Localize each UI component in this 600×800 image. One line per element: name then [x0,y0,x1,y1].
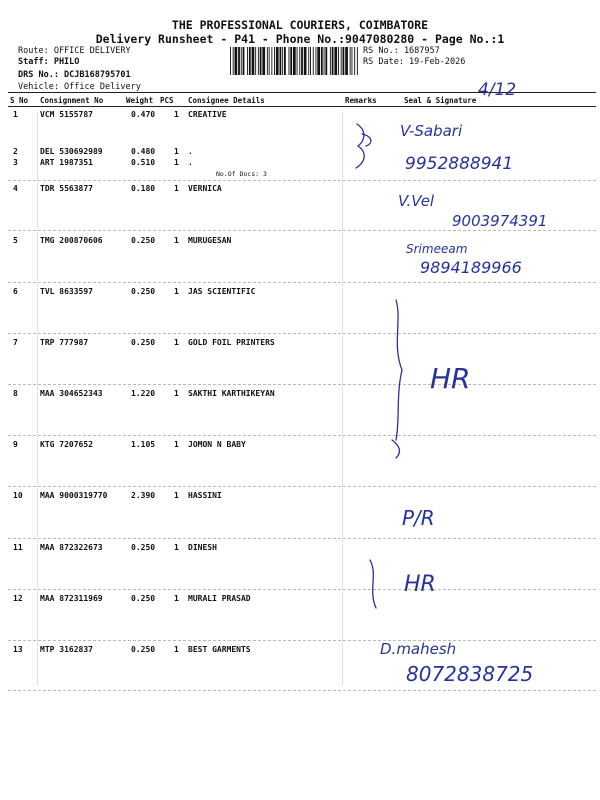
row-9-consignment: KTG 7207652 [40,440,93,449]
row-12-weight: 0.250 [131,594,156,603]
row-4-pcs: 1 [174,184,179,193]
row-6-sno: 6 [13,287,18,296]
row-1-consignment: VCM 5155787 [40,110,93,119]
row-10-consignee: HASSINI [188,491,222,500]
row-7-sno: 7 [13,338,18,347]
handwritten-pr: P/R [402,506,435,530]
row-6-consignment: TVL 8633597 [40,287,93,296]
company-title: THE PROFESSIONAL COURIERS, COIMBATORE [171,18,429,32]
row-4-sno: 4 [13,184,18,193]
row-5-consignee: MURUGESAN [188,236,232,245]
handwritten-phone-1: 9952888941 [405,154,514,174]
brace-stroke-5 [370,560,376,608]
row-9-pcs: 1 [174,440,179,449]
row-3-consignee: . [188,158,193,167]
row-5-consignment: TMG 200870606 [40,236,103,245]
handwritten-hr-1: HR [430,362,471,395]
row-12-consignment: MAA 872311969 [40,594,103,603]
col-seal-signature: Seal & Signature [404,96,477,105]
handwritten-date-note: 4/12 [478,80,517,100]
row-13-consignee: BEST GARMENTS [188,645,251,654]
row-12-pcs: 1 [174,594,179,603]
row-7-pcs: 1 [174,338,179,347]
col-pcs: PCS [160,96,174,105]
handwritten-phone-4: 8072838725 [406,662,534,686]
row-1-weight: 0.470 [131,110,156,119]
brace-stroke-4 [392,440,399,458]
row-2-consignment: DEL 530692989 [40,147,103,156]
brace-stroke-1 [356,124,364,168]
row-2-weight: 0.480 [131,147,156,156]
row-3-consignment: ART 1987351 [40,158,93,167]
row-7-consignment: TRP 777987 [40,338,89,347]
row-6-consignee: JAS SCIENTIFIC [188,287,256,296]
row-8-weight: 1.220 [131,389,156,398]
rs-date: RS Date: 19-Feb-2026 [363,57,466,67]
handwritten-hr-2: HR [404,572,436,597]
row-2-pcs: 1 [174,147,179,156]
row-9-consignee: JOMON N BABY [188,440,246,449]
row-3-pcs: 1 [174,158,179,167]
row-10-sno: 10 [13,491,23,500]
row-1-pcs: 1 [174,110,179,119]
row-6-pcs: 1 [174,287,179,296]
row-5-sno: 5 [13,236,18,245]
row-11-consignment: MAA 872322673 [40,543,103,552]
handwritten-signature-name-3: Srimeeam [406,242,468,256]
row-4-consignee: VERNICA [188,184,222,193]
row-4-consignment: TDR 5563877 [40,184,93,193]
handwritten-signature-name-4: D.mahesh [380,640,457,658]
row-5-pcs: 1 [174,236,179,245]
row-3-weight: 0.510 [131,158,156,167]
row-6-weight: 0.250 [131,287,156,296]
row-13-consignment: MTP 3162837 [40,645,93,654]
row-13-weight: 0.250 [131,645,156,654]
row-3-sno: 3 [13,158,18,167]
handwritten-signature-name-1: V-Sabari [400,122,463,140]
col-consignee: Consignee Details [188,96,265,105]
row-12-consignee: MURALI PRASAD [188,594,251,603]
row-11-sno: 11 [13,543,23,552]
col-remarks: Remarks [345,96,377,105]
row-4-weight: 0.180 [131,184,156,193]
col-sno: S No [10,96,29,105]
row-13-pcs: 1 [174,645,179,654]
row-8-pcs: 1 [174,389,179,398]
row-2-consignee: . [188,147,193,156]
row-9-weight: 1.105 [131,440,156,449]
col-consignment: Consignment No [40,96,104,105]
row-1-consignee: CREATIVE [188,110,227,119]
rs-number: RS No.: 1687957 [363,46,440,56]
vehicle-label: Vehicle: Office Delivery [18,82,141,92]
row-11-pcs: 1 [174,543,179,552]
runsheet-subtitle: Delivery Runsheet - P41 - Phone No.:9047080280 - Page No.:1 [95,32,505,46]
row-10-consignment: MAA 9000319770 [40,491,108,500]
handwritten-signature-name-2: V.Vel [398,192,435,210]
handwritten-phone-2: 9003974391 [452,212,548,230]
row-2-sno: 2 [13,147,18,156]
row-8-consignee: SAKTHI KARTHIKEYAN [188,389,275,398]
drs-number: DRS No.: DCJB168795701 [18,70,131,80]
row-9-sno: 9 [13,440,18,449]
handwritten-phone-3: 9894189966 [420,258,522,277]
row-8-sno: 8 [13,389,18,398]
row-10-pcs: 1 [174,491,179,500]
row-7-consignee: GOLD FOIL PRINTERS [188,338,275,347]
route-label: Route: OFFICE DELIVERY [18,46,131,56]
row-10-weight: 2.390 [131,491,156,500]
row-1-sno: 1 [13,110,18,119]
row-12-sno: 12 [13,594,23,603]
brace-stroke-3 [396,300,402,440]
row-7-weight: 0.250 [131,338,156,347]
row-11-weight: 0.250 [131,543,156,552]
row-11-consignee: DINESH [188,543,217,552]
staff-label: Staff: PHILO [18,57,80,67]
no-of-docs-note: No.Of Docs: 3 [216,170,267,178]
row-8-consignment: MAA 304652343 [40,389,103,398]
row-13-sno: 13 [13,645,23,654]
col-weight: Weight [126,96,154,105]
row-5-weight: 0.250 [131,236,156,245]
